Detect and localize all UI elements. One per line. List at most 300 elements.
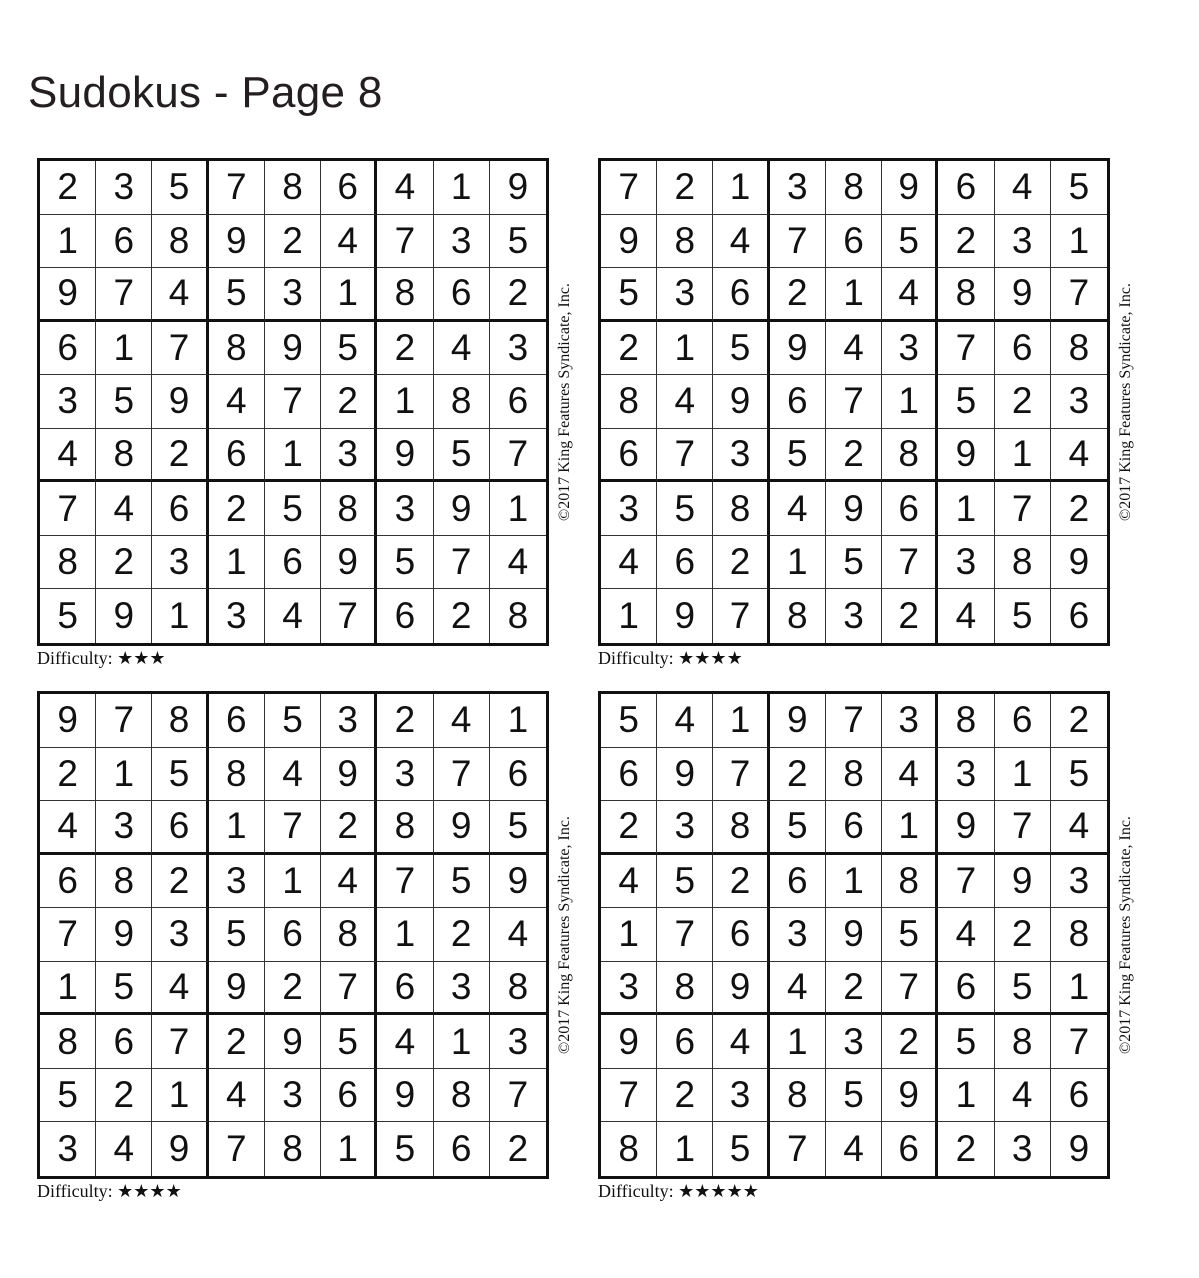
sudoku-cell: 6 <box>938 161 994 215</box>
sudoku-cell: 4 <box>152 962 208 1016</box>
sudoku-puzzle-3 <box>37 691 582 1236</box>
sudoku-cell: 4 <box>490 536 546 590</box>
sudoku-cell: 3 <box>321 429 377 483</box>
sudoku-cell: 4 <box>96 482 152 536</box>
sudoku-cell: 8 <box>507 595 529 637</box>
sudoku-cell: 7 <box>377 855 433 909</box>
sudoku-cell: 6 <box>995 322 1051 376</box>
difficulty-label: Difficulty: ★★★ <box>37 648 166 668</box>
sudoku-cell: 9 <box>882 1069 938 1123</box>
sudoku-cell: 9 <box>209 215 265 269</box>
sudoku-cell: 2 <box>938 215 994 269</box>
sudoku-cell: 9 <box>96 589 152 643</box>
sudoku-cell: 8 <box>995 1015 1051 1069</box>
sudoku-cell: 9 <box>770 694 826 748</box>
sudoku-cell: 3 <box>995 1122 1051 1176</box>
sudoku-cell: 9 <box>321 536 377 590</box>
sudoku-cell: 5 <box>434 855 490 909</box>
sudoku-cell: 1 <box>713 694 769 748</box>
sudoku-cell: 8 <box>152 694 208 748</box>
sudoku-cell: 8 <box>938 694 994 748</box>
sudoku-cell: 9 <box>1051 536 1107 590</box>
sudoku-cell: 7 <box>826 694 882 748</box>
sudoku-cell: 5 <box>377 1122 433 1176</box>
sudoku-cell: 9 <box>995 268 1051 322</box>
sudoku-cell: 9 <box>601 215 657 269</box>
sudoku-cell: 1 <box>1051 215 1107 269</box>
sudoku-cell: 4 <box>377 161 433 215</box>
sudoku-cell: 5 <box>657 855 713 909</box>
sudoku-cell: 8 <box>657 215 713 269</box>
sudoku-cell: 9 <box>377 1069 433 1123</box>
sudoku-cell: 4 <box>601 855 657 909</box>
sudoku-cell: 8 <box>938 268 994 322</box>
sudoku-cell: 9 <box>657 589 713 643</box>
sudoku-cell: 6 <box>601 748 657 802</box>
sudoku-cell: 8 <box>209 748 265 802</box>
copyright-text: ©2017 King Features Syndicate, Inc. <box>1117 816 1134 1054</box>
sudoku-cell: 1 <box>40 215 96 269</box>
sudoku-cell: 8 <box>882 429 938 483</box>
sudoku-cell: 2 <box>321 801 377 855</box>
sudoku-cell: 7 <box>995 482 1051 536</box>
sudoku-cell: 6 <box>657 536 713 590</box>
sudoku-cell: 4 <box>938 908 994 962</box>
sudoku-cell: 2 <box>713 536 769 590</box>
sudoku-cell: 6 <box>713 908 769 962</box>
sudoku-cell: 9 <box>995 855 1051 909</box>
sudoku-cell: 5 <box>321 1015 377 1069</box>
sudoku-cell: 8 <box>657 962 713 1016</box>
sudoku-cell: 1 <box>40 962 96 1016</box>
sudoku-cell: 5 <box>826 536 882 590</box>
sudoku-cell: 4 <box>209 1069 265 1123</box>
sudoku-puzzle-2 <box>598 158 1143 703</box>
sudoku-cell: 1 <box>96 748 152 802</box>
sudoku-cell: 8 <box>434 375 490 429</box>
sudoku-cell: 3 <box>40 1122 96 1176</box>
sudoku-cell: 9 <box>209 962 265 1016</box>
sudoku-cell: 9 <box>321 748 377 802</box>
sudoku-cell: 9 <box>882 161 938 215</box>
sudoku-cell: 2 <box>938 1122 994 1176</box>
sudoku-cell: 3 <box>1051 855 1107 909</box>
sudoku-cell: 4 <box>321 855 377 909</box>
sudoku-cell: 1 <box>826 855 882 909</box>
sudoku-cell: 5 <box>209 908 265 962</box>
sudoku-cell: 6 <box>1068 595 1090 637</box>
sudoku-cell: 8 <box>40 1015 96 1069</box>
sudoku-cell: 2 <box>152 855 208 909</box>
sudoku-cell: 7 <box>209 161 265 215</box>
sudoku-cell: 8 <box>1051 322 1107 376</box>
sudoku-cell: 4 <box>40 801 96 855</box>
sudoku-cell: 9 <box>601 1015 657 1069</box>
sudoku-cell: 1 <box>490 482 546 536</box>
sudoku-cell: 3 <box>40 375 96 429</box>
sudoku-cell: 6 <box>40 322 96 376</box>
sudoku-cell: 7 <box>770 1122 826 1176</box>
sudoku-cell: 1 <box>770 1015 826 1069</box>
sudoku-cell: 9 <box>377 429 433 483</box>
page-title: Sudokus - Page 8 <box>28 68 383 117</box>
sudoku-cell: 7 <box>265 375 321 429</box>
sudoku-cell: 9 <box>490 855 546 909</box>
sudoku-cell: 1 <box>434 161 490 215</box>
sudoku-cell: 5 <box>490 215 546 269</box>
sudoku-cell: 8 <box>770 1069 826 1123</box>
sudoku-cell: 8 <box>713 801 769 855</box>
sudoku-cell: 5 <box>657 482 713 536</box>
sudoku-cell: 7 <box>601 161 657 215</box>
difficulty-label: Difficulty: ★★★★ <box>598 648 743 668</box>
sudoku-cell: 8 <box>321 482 377 536</box>
sudoku-cell: 7 <box>377 215 433 269</box>
sudoku-cell: 2 <box>882 589 938 643</box>
sudoku-cell: 2 <box>321 375 377 429</box>
sudoku-cell: 9 <box>265 322 321 376</box>
sudoku-cell: 2 <box>995 375 1051 429</box>
sudoku-cell: 6 <box>770 855 826 909</box>
sudoku-cell: 3 <box>96 801 152 855</box>
sudoku-cell: 2 <box>209 482 265 536</box>
sudoku-cell: 3 <box>826 1015 882 1069</box>
sudoku-cell: 6 <box>377 589 433 643</box>
sudoku-cell: 7 <box>490 1069 546 1123</box>
sudoku-cell: 3 <box>434 962 490 1016</box>
sudoku-cell: 2 <box>995 908 1051 962</box>
sudoku-cell: 2 <box>209 1015 265 1069</box>
difficulty-label: Difficulty: ★★★★★ <box>598 1181 759 1201</box>
sudoku-cell: 4 <box>434 694 490 748</box>
sudoku-cell: 2 <box>434 589 490 643</box>
sudoku-cell: 5 <box>938 375 994 429</box>
sudoku-cell: 5 <box>265 694 321 748</box>
sudoku-cell: 3 <box>265 268 321 322</box>
sudoku-cell: 1 <box>1051 962 1107 1016</box>
sudoku-cell: 1 <box>434 1015 490 1069</box>
difficulty-label: Difficulty: ★★★★ <box>37 1181 182 1201</box>
sudoku-cell: 4 <box>995 161 1051 215</box>
sudoku-cell: 6 <box>265 536 321 590</box>
sudoku-cell: 6 <box>938 962 994 1016</box>
sudoku-cell: 5 <box>770 801 826 855</box>
sudoku-cell: 5 <box>995 589 1051 643</box>
sudoku-cell: 7 <box>40 908 96 962</box>
copyright-text: ©2017 King Features Syndicate, Inc. <box>1117 283 1134 521</box>
sudoku-cell: 3 <box>601 482 657 536</box>
sudoku-cell: 9 <box>826 908 882 962</box>
sudoku-cell: 2 <box>826 962 882 1016</box>
sudoku-cell: 8 <box>321 908 377 962</box>
sudoku-cell: 1 <box>938 1069 994 1123</box>
sudoku-cell: 1 <box>713 161 769 215</box>
sudoku-cell: 4 <box>1051 429 1107 483</box>
sudoku-cell: 8 <box>770 589 826 643</box>
sudoku-cell: 3 <box>882 322 938 376</box>
sudoku-cell: 6 <box>96 215 152 269</box>
sudoku-cell: 3 <box>377 482 433 536</box>
sudoku-cell: 4 <box>1051 801 1107 855</box>
sudoku-cell: 6 <box>713 268 769 322</box>
sudoku-cell: 1 <box>995 748 1051 802</box>
sudoku-grid <box>37 691 549 1179</box>
sudoku-cell: 3 <box>209 855 265 909</box>
sudoku-cell: 7 <box>209 1122 265 1176</box>
sudoku-cell: 7 <box>152 322 208 376</box>
sudoku-cell: 8 <box>882 855 938 909</box>
sudoku-cell: 4 <box>770 482 826 536</box>
sudoku-cell: 2 <box>490 268 546 322</box>
sudoku-cell: 5 <box>40 589 96 643</box>
sudoku-cell: 5 <box>209 268 265 322</box>
sudoku-cell: 6 <box>209 694 265 748</box>
sudoku-cell: 4 <box>826 322 882 376</box>
sudoku-cell: 3 <box>882 694 938 748</box>
sudoku-cell: 9 <box>40 268 96 322</box>
sudoku-cell: 7 <box>657 429 713 483</box>
sudoku-cell: 7 <box>995 801 1051 855</box>
sudoku-cell: 1 <box>265 429 321 483</box>
sudoku-cell: 2 <box>882 1015 938 1069</box>
sudoku-cell: 4 <box>40 429 96 483</box>
sudoku-cell: 8 <box>826 161 882 215</box>
sudoku-cell: 2 <box>1051 694 1107 748</box>
sudoku-cell: 4 <box>713 215 769 269</box>
sudoku-cell: 4 <box>265 748 321 802</box>
sudoku-cell: 8 <box>40 536 96 590</box>
sudoku-cell: 7 <box>321 589 377 643</box>
sudoku-cell: 6 <box>826 215 882 269</box>
sudoku-cell: 6 <box>265 908 321 962</box>
sudoku-cell: 5 <box>1051 748 1107 802</box>
sudoku-cell: 4 <box>152 268 208 322</box>
sudoku-cell: 7 <box>40 482 96 536</box>
sudoku-cell: 2 <box>657 161 713 215</box>
sudoku-cell: 4 <box>490 908 546 962</box>
sudoku-cell: 2 <box>507 1128 529 1170</box>
sudoku-cell: 6 <box>995 694 1051 748</box>
sudoku-cell: 6 <box>377 962 433 1016</box>
sudoku-grid <box>598 691 1110 1179</box>
sudoku-cell: 6 <box>601 429 657 483</box>
sudoku-cell: 5 <box>601 694 657 748</box>
sudoku-cell: 2 <box>434 908 490 962</box>
sudoku-cell: 6 <box>321 161 377 215</box>
sudoku-cell: 5 <box>995 962 1051 1016</box>
sudoku-cell: 6 <box>152 801 208 855</box>
sudoku-cell: 8 <box>1051 908 1107 962</box>
sudoku-cell: 9 <box>770 322 826 376</box>
sudoku-cell: 7 <box>265 801 321 855</box>
sudoku-cell: 9 <box>434 801 490 855</box>
sudoku-cell: 3 <box>377 748 433 802</box>
sudoku-cell: 2 <box>1051 482 1107 536</box>
sudoku-cell: 7 <box>1051 268 1107 322</box>
sudoku-cell: 3 <box>995 215 1051 269</box>
sudoku-cell: 8 <box>377 268 433 322</box>
sudoku-cell: 6 <box>882 1122 938 1176</box>
sudoku-cell: 7 <box>1051 1015 1107 1069</box>
sudoku-cell: 1 <box>657 1122 713 1176</box>
sudoku-cell: 3 <box>713 429 769 483</box>
sudoku-cell: 8 <box>96 429 152 483</box>
sudoku-cell: 6 <box>209 429 265 483</box>
sudoku-cell: 4 <box>601 536 657 590</box>
sudoku-cell: 2 <box>40 748 96 802</box>
sudoku-cell: 5 <box>938 1015 994 1069</box>
sudoku-cell: 4 <box>770 962 826 1016</box>
sudoku-cell: 7 <box>490 429 546 483</box>
sudoku-cell: 2 <box>377 694 433 748</box>
sudoku-cell: 5 <box>490 801 546 855</box>
sudoku-cell: 6 <box>770 375 826 429</box>
sudoku-cell: 5 <box>321 322 377 376</box>
sudoku-cell: 2 <box>96 536 152 590</box>
sudoku-cell: 3 <box>938 748 994 802</box>
sudoku-cell: 6 <box>490 748 546 802</box>
sudoku-cell: 5 <box>601 268 657 322</box>
sudoku-cell: 5 <box>434 429 490 483</box>
sudoku-cell: 5 <box>377 536 433 590</box>
sudoku-cell: 1 <box>321 1122 377 1176</box>
sudoku-cell: 4 <box>434 322 490 376</box>
sudoku-cell: 3 <box>1051 375 1107 429</box>
copyright-text: ©2017 King Features Syndicate, Inc. <box>556 816 573 1054</box>
sudoku-cell: 9 <box>713 962 769 1016</box>
sudoku-cell: 9 <box>1068 1128 1090 1170</box>
sudoku-cell: 7 <box>434 748 490 802</box>
sudoku-cell: 7 <box>770 215 826 269</box>
sudoku-cell: 3 <box>96 161 152 215</box>
sudoku-cell: 6 <box>321 1069 377 1123</box>
sudoku-cell: 4 <box>209 375 265 429</box>
sudoku-cell: 9 <box>490 161 546 215</box>
sudoku-cell: 9 <box>657 748 713 802</box>
sudoku-cell: 9 <box>826 482 882 536</box>
sudoku-cell: 5 <box>265 482 321 536</box>
sudoku-cell: 9 <box>96 908 152 962</box>
sudoku-cell: 4 <box>995 1069 1051 1123</box>
sudoku-grid <box>37 158 549 646</box>
sudoku-cell: 2 <box>96 1069 152 1123</box>
sudoku-cell: 8 <box>209 322 265 376</box>
sudoku-cell: 1 <box>209 536 265 590</box>
sudoku-cell: 1 <box>882 375 938 429</box>
sudoku-cell: 2 <box>601 322 657 376</box>
sudoku-cell: 8 <box>265 1122 321 1176</box>
sudoku-cell: 7 <box>826 375 882 429</box>
sudoku-cell: 3 <box>152 536 208 590</box>
sudoku-cell: 4 <box>96 1122 152 1176</box>
sudoku-cell: 5 <box>96 375 152 429</box>
sudoku-cell: 5 <box>1051 161 1107 215</box>
sudoku-cell: 4 <box>265 589 321 643</box>
sudoku-cell: 9 <box>938 429 994 483</box>
sudoku-cell: 2 <box>152 429 208 483</box>
sudoku-cell: 4 <box>713 1015 769 1069</box>
sudoku-cell: 3 <box>713 1069 769 1123</box>
sudoku-cell: 9 <box>713 375 769 429</box>
sudoku-cell: 2 <box>770 748 826 802</box>
sudoku-cell: 9 <box>265 1015 321 1069</box>
sudoku-cell: 9 <box>434 482 490 536</box>
sudoku-cell: 1 <box>938 482 994 536</box>
sudoku-cell: 3 <box>770 908 826 962</box>
sudoku-cell: 5 <box>40 1069 96 1123</box>
sudoku-cell: 7 <box>96 268 152 322</box>
sudoku-cell: 3 <box>938 536 994 590</box>
sudoku-cell: 3 <box>152 908 208 962</box>
sudoku-cell: 6 <box>490 375 546 429</box>
sudoku-cell: 6 <box>657 1015 713 1069</box>
sudoku-cell: 6 <box>40 855 96 909</box>
sudoku-cell: 9 <box>938 801 994 855</box>
sudoku-cell: 2 <box>657 1069 713 1123</box>
sudoku-cell: 8 <box>152 215 208 269</box>
sudoku-puzzle-1 <box>37 158 582 703</box>
sudoku-cell: 5 <box>770 429 826 483</box>
sudoku-cell: 3 <box>321 694 377 748</box>
sudoku-cell: 5 <box>152 161 208 215</box>
sudoku-cell: 1 <box>601 589 657 643</box>
sudoku-cell: 1 <box>209 801 265 855</box>
sudoku-cell: 3 <box>601 962 657 1016</box>
sudoku-cell: 7 <box>713 748 769 802</box>
sudoku-cell: 6 <box>152 482 208 536</box>
sudoku-cell: 8 <box>995 536 1051 590</box>
sudoku-cell: 6 <box>434 268 490 322</box>
sudoku-cell: 2 <box>265 215 321 269</box>
sudoku-cell: 6 <box>826 801 882 855</box>
sudoku-cell: 1 <box>265 855 321 909</box>
sudoku-cell: 3 <box>209 589 265 643</box>
sudoku-cell: 8 <box>490 962 546 1016</box>
sudoku-cell: 3 <box>657 801 713 855</box>
sudoku-cell: 6 <box>1051 1069 1107 1123</box>
sudoku-cell: 8 <box>96 855 152 909</box>
sudoku-cell: 4 <box>657 694 713 748</box>
sudoku-cell: 8 <box>265 161 321 215</box>
sudoku-cell: 3 <box>490 322 546 376</box>
sudoku-cell: 1 <box>601 908 657 962</box>
sudoku-cell: 7 <box>938 855 994 909</box>
sudoku-cell: 8 <box>434 1069 490 1123</box>
sudoku-cell: 1 <box>657 322 713 376</box>
sudoku-cell: 1 <box>152 1069 208 1123</box>
sudoku-cell: 7 <box>434 536 490 590</box>
sudoku-cell: 7 <box>321 962 377 1016</box>
sudoku-cell: 6 <box>882 482 938 536</box>
sudoku-cell: 9 <box>152 1122 208 1176</box>
sudoku-puzzle-4 <box>598 691 1143 1236</box>
sudoku-cell: 7 <box>882 536 938 590</box>
sudoku-cell: 7 <box>938 322 994 376</box>
sudoku-cell: 8 <box>377 801 433 855</box>
sudoku-cell: 9 <box>152 375 208 429</box>
sudoku-cell: 3 <box>657 268 713 322</box>
sudoku-cell: 8 <box>826 748 882 802</box>
sudoku-cell: 2 <box>265 962 321 1016</box>
sudoku-cell: 4 <box>882 268 938 322</box>
sudoku-cell: 3 <box>770 161 826 215</box>
sudoku-cell: 5 <box>713 322 769 376</box>
sudoku-cell: 4 <box>377 1015 433 1069</box>
sudoku-cell: 7 <box>152 1015 208 1069</box>
sudoku-cell: 7 <box>713 589 769 643</box>
sudoku-cell: 2 <box>826 429 882 483</box>
sudoku-cell: 2 <box>601 801 657 855</box>
